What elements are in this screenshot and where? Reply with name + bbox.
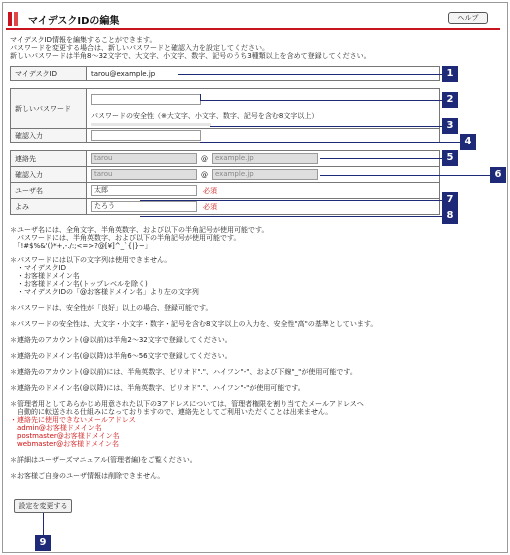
callout-line-2-drop bbox=[200, 94, 201, 101]
callout-3: 3 bbox=[442, 118, 458, 134]
callout-8: 8 bbox=[442, 208, 458, 224]
note-9-red-line-3: postmaster@お客様ドメイン名 bbox=[10, 432, 120, 440]
callout-line-4 bbox=[200, 142, 460, 143]
note-1-line-1: ＊ユーザ名には、全角文字、半角英数字、および以下の半角記号が使用可能です。 bbox=[10, 226, 269, 234]
contact-confirm-label: 確認入力 bbox=[11, 167, 87, 183]
callout-1: 1 bbox=[442, 66, 458, 82]
title-rule bbox=[6, 28, 500, 30]
note-9-line-2: 自動的に転送される仕組みになっておりますので、連絡先としてご利用いただくことは出来ません。 bbox=[10, 408, 333, 416]
mydesk-id-label: マイデスクID bbox=[11, 67, 87, 81]
contact-domain-input[interactable]: example.jp bbox=[212, 153, 318, 164]
callout-5: 5 bbox=[442, 150, 458, 166]
note-6: ＊連絡先のドメイン名(@以降)は半角6〜56文字で登録してください。 bbox=[10, 352, 232, 360]
callout-7: 7 bbox=[442, 192, 458, 208]
note-2-line-2: ・マイデスクID bbox=[10, 264, 67, 272]
note-2-line-5: ・マイデスクIDの「@お客様ドメイン名」より左の文字列 bbox=[10, 288, 199, 296]
note-1-line-2: パスワードには、半角英数字、および以下の半角記号が使用可能です。 bbox=[10, 234, 241, 242]
confirm-password-label: 確認入力 bbox=[11, 129, 87, 143]
note-1-line-3: 「!#$%&'()*+,-./:;<=>?@[¥]^_`{|}~」 bbox=[10, 242, 152, 250]
mydesk-id-value: tarou@example.jp bbox=[87, 67, 440, 81]
note-9-red-line-1: ・連絡先に使用できないメールアドレス bbox=[10, 416, 136, 424]
note-7: ＊連絡先のアカウント(@以前)には、半角英数字、ピリオド"."、ハイフン"-"、および下線"_"が使用可能です。 bbox=[10, 368, 357, 376]
callout-line-5 bbox=[320, 158, 442, 159]
confirm-password-input[interactable] bbox=[91, 130, 201, 141]
contact-confirm-at-sign: @ bbox=[201, 170, 208, 179]
note-11: ＊お客様ご自身のユーザ情報は削除できません。 bbox=[10, 472, 165, 480]
contact-account-input[interactable]: tarou bbox=[91, 153, 197, 164]
note-9-line-1: ＊管理者用としてあらかじめ用意された以下の3アドレスについては、管理者権限を割り当てたメールアドレスへ bbox=[10, 400, 364, 408]
callout-4: 4 bbox=[460, 134, 476, 150]
contact-confirm-account-input[interactable]: tarou bbox=[91, 169, 197, 180]
reading-required-badge: 必須 bbox=[203, 202, 217, 211]
intro-text: マイデスクID情報を編集することができます。 パスワードを変更する場合は、新しいパスワードと確認入力を設定してください。 新しいパスワードは半角8〜32文字で、大文字、小文字、数字、記号のうち3種類以上を含めて登録してください。 bbox=[10, 36, 371, 60]
callout-line-1 bbox=[178, 74, 442, 75]
note-9-red-line-4: webmaster@お客様ドメイン名 bbox=[10, 440, 119, 448]
account-form bbox=[10, 66, 440, 215]
password-strength-meter bbox=[91, 123, 211, 126]
callout-2: 2 bbox=[442, 92, 458, 108]
title-bar bbox=[6, 10, 500, 28]
note-2-line-1: ＊パスワードには以下の文字列は使用できません。 bbox=[10, 256, 172, 264]
note-2-line-3: ・お客様ドメイン名 bbox=[10, 272, 80, 280]
reading-label: よみ bbox=[11, 199, 87, 215]
note-2-line-4: ・お客様ドメイン名(トップレベルを除く) bbox=[10, 280, 148, 288]
note-3: ＊パスワードは、安全性が「良好」以上の場合、登録可能です。 bbox=[10, 304, 213, 312]
new-password-input[interactable] bbox=[91, 94, 201, 105]
username-input[interactable]: 太郎 bbox=[91, 185, 197, 196]
note-10: ＊詳細はユーザーズマニュアル(管理者編)をご覧ください。 bbox=[10, 456, 197, 464]
submit-button[interactable]: 設定を変更する bbox=[14, 499, 72, 513]
contact-at-sign: @ bbox=[201, 154, 208, 163]
password-strength-text: パスワードの安全性（※大文字、小文字、数字、記号を含む8文字以上） bbox=[91, 111, 319, 120]
callout-6: 6 bbox=[490, 167, 506, 183]
callout-line-9 bbox=[43, 513, 44, 535]
contact-confirm-domain-input[interactable]: example.jp bbox=[212, 169, 318, 180]
callout-line-8 bbox=[140, 216, 442, 217]
reading-input[interactable]: たろう bbox=[91, 201, 197, 212]
new-password-label: 新しいパスワード bbox=[11, 89, 87, 129]
callout-line-6 bbox=[320, 175, 490, 176]
username-label: ユーザ名 bbox=[11, 183, 87, 199]
note-4: ＊パスワードの安全性は、大文字・小文字・数字・記号を含む8文字以上の入力を、安全性"高"の基準としています。 bbox=[10, 320, 378, 328]
title-mark-icon bbox=[8, 12, 22, 26]
notes-section bbox=[10, 226, 480, 480]
callout-line-3 bbox=[210, 126, 442, 127]
note-5: ＊連絡先のアカウント(@以前)は半角2〜32文字で登録してください。 bbox=[10, 336, 232, 344]
username-required-badge: 必須 bbox=[203, 186, 217, 195]
callout-line-7 bbox=[140, 200, 442, 201]
contact-label: 連絡先 bbox=[11, 151, 87, 167]
note-9-red-line-2: admin@お客様ドメイン名 bbox=[10, 424, 102, 432]
note-8: ＊連絡先のドメイン名(@以降)には、半角英数字、ピリオド"."、ハイフン"-"が使用可能です。 bbox=[10, 384, 305, 392]
page-title: マイデスクIDの編集 bbox=[28, 16, 120, 27]
help-button[interactable]: ヘルプ bbox=[448, 12, 488, 24]
callout-9: 9 bbox=[35, 535, 51, 551]
callout-line-2 bbox=[200, 100, 442, 101]
